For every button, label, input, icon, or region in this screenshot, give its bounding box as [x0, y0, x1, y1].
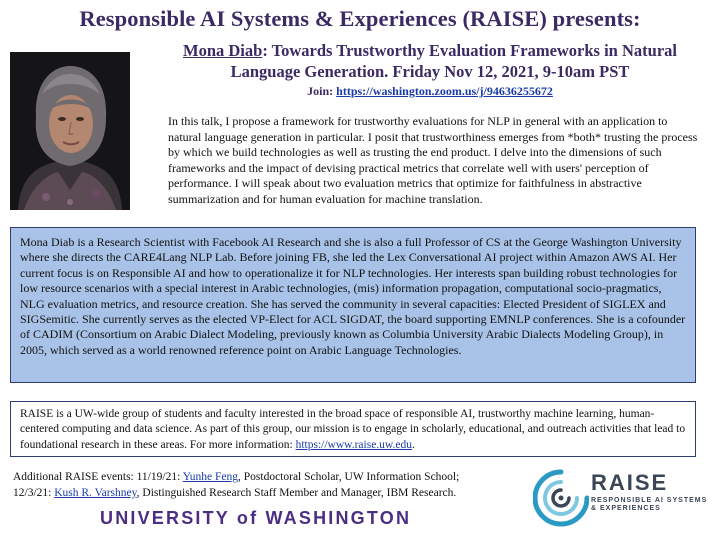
- speaker-bio-text: Mona Diab is a Research Scientist with Facebook AI Research and she is also a full Professor of CS at the George Washington University where she directs the CARE4Lang NLP Lab. Before joining FB, she led the Lex Conversational AI project within Amazon AWS AI. Her current focus is on Responsible AI and how to operationalize it for NLP technologies. Her interests span building robust technologies for low resource scenarios with a special interest in Arabic technologies, (mis) information propagation, computational socio-pragmatics, NLG evaluation metrics, and resource creation. She has served the community in several capacities: Elected President of SIGLEX and SIGSemitic. She currently serves as the elected VP-Elect for ACL SIGDAT, the board supporting EMNLP conferences. She is a cofounder of CADIM (Consortium on Arabic Dialect Modeling, previously known as Columbia University Arabic Dialects Modeling Group), in 2005, which served as a world renowned reference point on Arabic Language Technologies.: [20, 235, 686, 357]
- raise-description-text: RAISE is a UW-wide group of students and faculty interested in the broad space of responsible AI, trustworthy machine learning, human-centered computing and data science. As part of this group, our mission is to engage in scholarly, educational, and outreach activities that lead to foundational research in these areas. For more information:: [20, 408, 686, 451]
- events-line2-prefix: 12/3/21:: [13, 487, 55, 499]
- raise-logo-word: RAISE: [591, 470, 669, 495]
- speaker-photo: [10, 52, 130, 210]
- raise-logo: [533, 464, 713, 534]
- join-line: [150, 84, 710, 99]
- raise-description-end: .: [411, 438, 415, 451]
- event-speaker-link-feng[interactable]: Yunhe Feng: [182, 471, 238, 483]
- events-line1-prefix: Additional RAISE events: 11/19/21:: [13, 471, 183, 483]
- speaker-bio-box: [10, 227, 696, 383]
- talk-title: : Towards Trustworthy Evaluation Frameworks in Natural Language Generation. Friday Nov 12, 2021, 9-10am PST: [230, 41, 677, 81]
- event-speaker-link-varshney[interactable]: Kush R. Varshney: [54, 487, 137, 499]
- page-title: Responsible AI Systems & Experiences (RAISE) presents:: [79, 6, 641, 31]
- events-line2-suffix: , Distinguished Research Staff Member and Manager, IBM Research.: [136, 487, 457, 499]
- events-line1-suffix: , Postdoctoral Scholar, UW Information School;: [238, 471, 460, 483]
- zoom-link[interactable]: https://washington.zoom.us/j/94636255672: [336, 84, 553, 98]
- raise-logo-mark-icon: [533, 464, 589, 534]
- additional-events: [13, 469, 533, 501]
- join-label: Join:: [307, 84, 337, 98]
- speaker-portrait-image: [10, 52, 130, 210]
- university-wordmark: UNIVERSITY of WASHINGTON: [100, 508, 412, 528]
- raise-description-box: [10, 401, 696, 457]
- talk-abstract: In this talk, I propose a framework for trustworthy evaluations for NLP in general with an application to natural language generation in particular. I posit that trustworthiness emerges from *both* trusting the process by which we build technologies as well as trusting the end product. I delve into the dimensions of such frameworks and the impact of devising practical metrics that correlate well with users' perception of performance. I will speak about two evaluation metrics that optimize for faithfulness in abstractive summarization and for human evaluation for machine translation.: [168, 114, 698, 206]
- raise-website-link[interactable]: https://www.raise.uw.edu: [295, 438, 412, 451]
- talk-heading: [150, 40, 710, 82]
- speaker-name-link[interactable]: Mona Diab: [183, 41, 263, 60]
- raise-logo-tagline: RESPONSIBLE AI SYSTEMS & EXPERIENCES: [591, 497, 708, 513]
